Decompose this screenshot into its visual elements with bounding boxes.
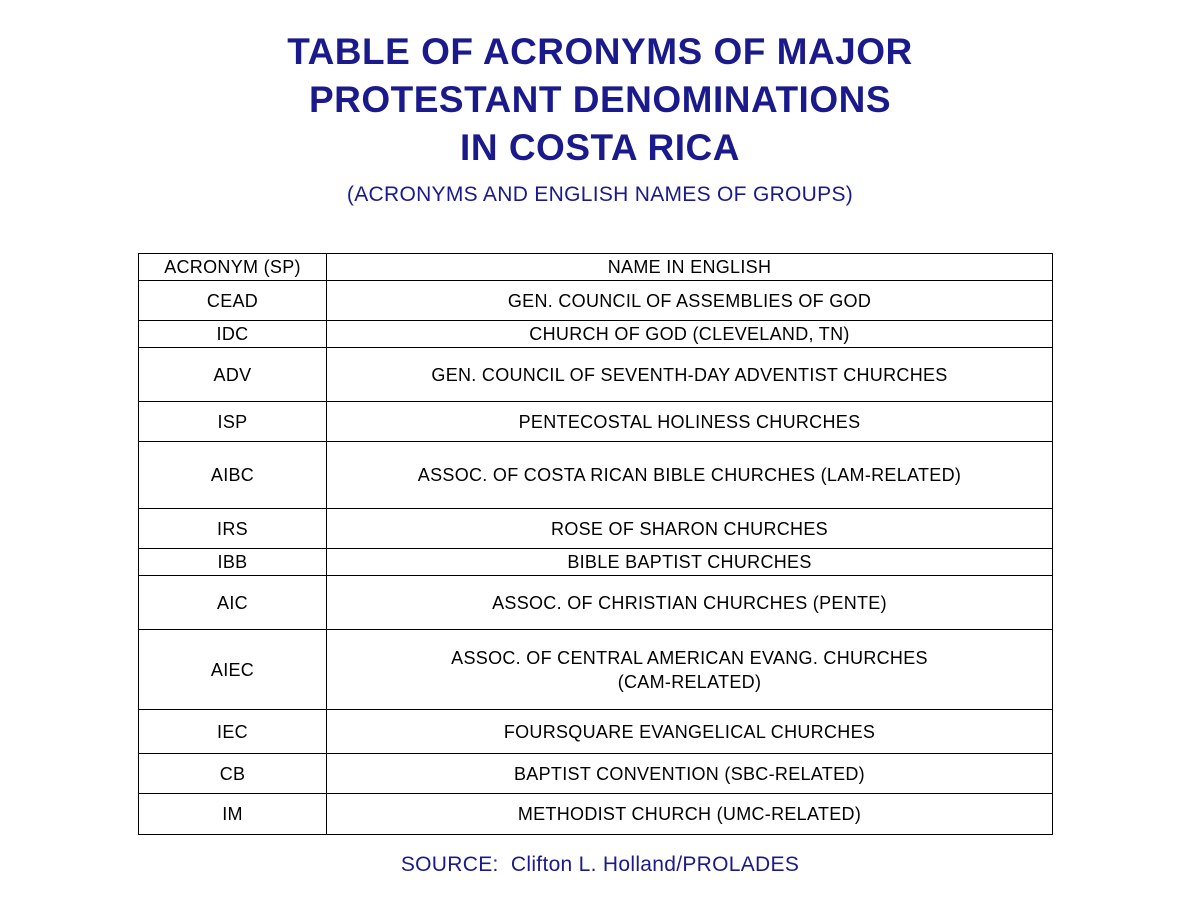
title-line-3: IN COSTA RICA	[460, 127, 740, 168]
acronym-cell: IEC	[139, 710, 327, 754]
title-line-1: TABLE OF ACRONYMS OF MAJOR	[287, 31, 913, 72]
table-row	[139, 576, 1053, 630]
name-cell-line-2: (CAM-RELATED)	[617, 671, 762, 692]
name-cell: GEN. COUNCIL OF SEVENTH-DAY ADVENTIST CHURCHES	[327, 348, 1053, 402]
name-cell: FOURSQUARE EVANGELICAL CHURCHES	[327, 710, 1053, 754]
acronym-table	[138, 253, 1053, 835]
table-header-row	[139, 254, 1053, 281]
table-row	[139, 281, 1053, 321]
table-row	[139, 710, 1053, 754]
name-cell: BIBLE BAPTIST CHURCHES	[327, 549, 1053, 576]
acronym-cell: IRS	[139, 509, 327, 549]
header-name-english: NAME IN ENGLISH	[327, 254, 1053, 281]
name-cell: PENTECOSTAL HOLINESS CHURCHES	[327, 402, 1053, 442]
title-line-2: PROTESTANT DENOMINATIONS	[308, 79, 892, 120]
table-row	[139, 630, 1053, 710]
acronym-cell: IDC	[139, 321, 327, 348]
table-row	[139, 402, 1053, 442]
acronym-cell: AIBC	[139, 442, 327, 509]
name-cell: BAPTIST CONVENTION (SBC-RELATED)	[327, 754, 1053, 794]
acronym-cell: IBB	[139, 549, 327, 576]
name-cell: GEN. COUNCIL OF ASSEMBLIES OF GOD	[327, 281, 1053, 321]
acronym-cell: ISP	[139, 402, 327, 442]
name-cell: ASSOC. OF COSTA RICAN BIBLE CHURCHES (LAM-RELATED)	[327, 442, 1053, 509]
table-row	[139, 754, 1053, 794]
table-row	[139, 549, 1053, 576]
name-cell	[327, 630, 1053, 710]
source-credit: SOURCE: Clifton L. Holland/PROLADES	[400, 853, 800, 876]
acronym-cell: IM	[139, 794, 327, 835]
acronym-cell: CB	[139, 754, 327, 794]
acronym-cell: ADV	[139, 348, 327, 402]
name-cell: ASSOC. OF CHRISTIAN CHURCHES (PENTE)	[327, 576, 1053, 630]
table-row	[139, 442, 1053, 509]
name-cell-line-1: ASSOC. OF CENTRAL AMERICAN EVANG. CHURCHES	[451, 647, 928, 668]
table-row	[139, 321, 1053, 348]
acronym-cell: AIEC	[139, 630, 327, 710]
table-row	[139, 348, 1053, 402]
name-cell: METHODIST CHURCH (UMC-RELATED)	[327, 794, 1053, 835]
acronym-cell: AIC	[139, 576, 327, 630]
page-subtitle: (ACRONYMS AND ENGLISH NAMES OF GROUPS)	[346, 183, 854, 206]
table-row	[139, 509, 1053, 549]
page-title	[0, 28, 1200, 172]
table-row	[139, 794, 1053, 835]
name-cell: ROSE OF SHARON CHURCHES	[327, 509, 1053, 549]
name-cell: CHURCH OF GOD (CLEVELAND, TN)	[327, 321, 1053, 348]
acronym-cell: CEAD	[139, 281, 327, 321]
header-acronym: ACRONYM (SP)	[139, 254, 327, 281]
